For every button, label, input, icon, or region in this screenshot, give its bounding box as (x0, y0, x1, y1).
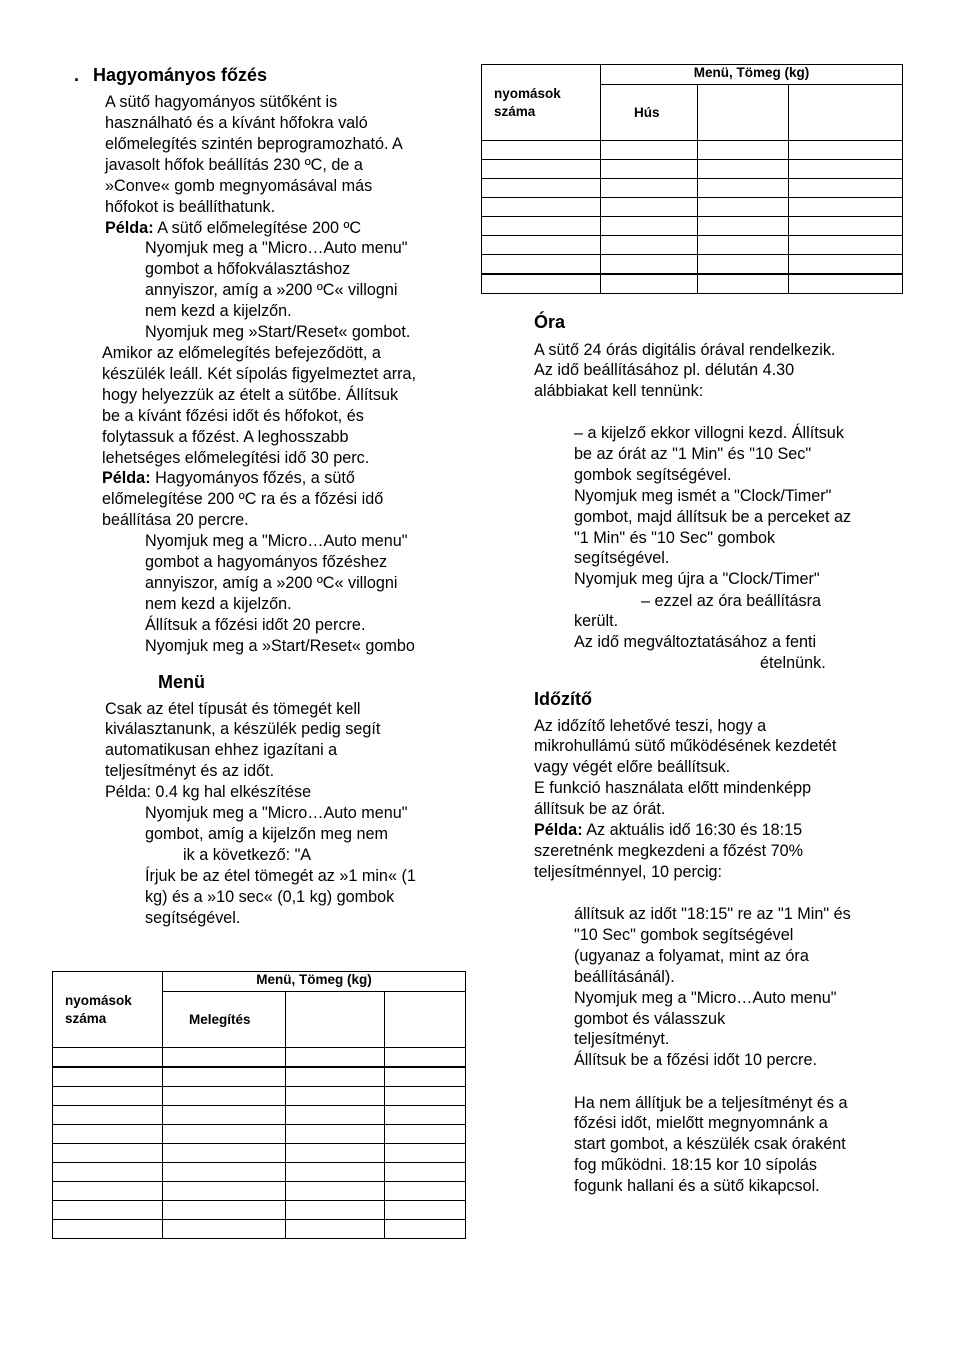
text-line: gombok segítségével. (574, 465, 732, 484)
text-line: teljesítményt. (574, 1030, 670, 1049)
table-cell (286, 1048, 385, 1068)
table-cell (789, 85, 903, 141)
table-row (482, 160, 903, 179)
text-line: A sütő hagyományos sütőként is (105, 93, 338, 111)
text-line: Nyomjuk meg a "Micro…Auto menu" (145, 239, 408, 258)
table-row (53, 1182, 466, 1201)
table-cell (286, 992, 385, 1048)
text-line: be az órát az "1 Min" és "10 Sec" (574, 444, 812, 463)
table-cell (163, 1087, 286, 1106)
text-line: került. (574, 612, 619, 631)
timer-example-first: Az aktuális idő 16:30 és 18:15 (582, 821, 803, 839)
table-cell (482, 198, 601, 217)
text-line: teljesítményt és az időt. (105, 762, 275, 781)
text-line: Az időzítő lehetővé teszi, hogy a (534, 716, 767, 735)
table-cell (698, 217, 789, 236)
table-cell (385, 1182, 466, 1201)
table-cell (53, 1067, 163, 1087)
table-cell (601, 236, 698, 255)
table-row (482, 274, 903, 294)
text-line: Csak az étel típusát és tömegét kell (105, 699, 361, 718)
text-line: Példa: 0.4 kg hal elkészítése (105, 783, 312, 802)
table-cell (286, 1125, 385, 1144)
heading-bullet: . (74, 65, 80, 85)
text-line: előmelegítés szintén beprogramozható. A (105, 134, 403, 153)
table-cell (789, 217, 903, 236)
table-cell (482, 179, 601, 198)
table-cell (601, 179, 698, 198)
text-line: főzési időt, mielőtt megnyomnánk a (574, 1114, 828, 1133)
press-count-header: nyomások száma (53, 972, 163, 1048)
example1-label: Példa: (105, 218, 154, 237)
table-row (53, 1220, 466, 1239)
text-line: Nyomjuk meg a "Micro…Auto menu" (574, 988, 837, 1007)
menu-heading: Menü (158, 672, 205, 692)
text-line: mikrohullámú sütő működésének kezdetét (534, 737, 837, 756)
timer-heading: Időzítő (534, 689, 592, 709)
category-hus: Hús (601, 85, 698, 141)
table-cell (789, 198, 903, 217)
table-cell (53, 1087, 163, 1106)
text-line: készülék leáll. Két sípolás figyelmeztet arra, (102, 364, 416, 383)
table-cell (385, 1201, 466, 1220)
table-cell (698, 274, 789, 294)
text-line: nem kezd a kijelzőn. (145, 594, 292, 613)
table-cell (482, 274, 601, 294)
table-cell (286, 1087, 385, 1106)
example2-first: Hagyományos főzés, a sütő (150, 469, 355, 488)
table-row (53, 1201, 466, 1220)
table-cell (385, 1144, 466, 1163)
text-line: (ugyanaz a folyamat, mint az óra (574, 946, 809, 965)
example1-line (105, 218, 361, 239)
text-line: gombot a hagyományos főzéshez (145, 552, 388, 571)
example1-text: A sütő előmelegítése 200 ºC (153, 218, 362, 237)
text-line: vagy végét előre beállítsuk. (534, 758, 731, 777)
table-cell (385, 1067, 466, 1087)
text-line: Nyomjuk meg a "Micro…Auto menu" (145, 804, 408, 822)
table-cell (385, 992, 466, 1048)
table-cell (286, 1163, 385, 1182)
table-cell (53, 1048, 163, 1068)
text-line: Nyomjuk meg ismét a "Clock/Timer" (574, 486, 832, 505)
table-row (53, 1067, 466, 1087)
text-line: Állítsuk a főzési időt 20 percre. (145, 615, 366, 634)
table-cell (789, 179, 903, 198)
table-row (53, 1106, 466, 1125)
text-line: hogy helyezzük az ételt a sütőbe. Állítsuk (102, 385, 399, 404)
table-cell (698, 179, 789, 198)
text-line: javasolt hőfok beállítás 230 ºC, de a (105, 155, 363, 174)
clock-heading: Óra (534, 312, 566, 332)
text-line: start gombot, a készülék csak óraként (574, 1135, 846, 1154)
table-cell (286, 1067, 385, 1087)
menu-weight-table-right (481, 64, 903, 294)
table-row (482, 179, 903, 198)
text-line: kg) és a »10 sec« (0,1 kg) gombok (145, 887, 395, 906)
text-line: gombot, majd állítsuk be a perceket az (574, 507, 852, 526)
table-row (482, 198, 903, 217)
table-row (482, 217, 903, 236)
table-cell (482, 217, 601, 236)
text-line: be a kívánt főzési időt és hőfokot, és (102, 406, 364, 425)
table-body (482, 141, 903, 294)
table-row (482, 255, 903, 275)
text-line: Nyomjuk meg újra a "Clock/Timer" (574, 570, 820, 589)
text-line: "1 Min" és "10 Sec" gombok (574, 528, 776, 547)
text-line: szeretnénk megkezdeni a főzést 70% (534, 842, 804, 860)
clock-step-indented: – ezzel az óra beállításra (641, 591, 821, 610)
text-line: Ha nem állítjuk be a teljesítményt és a (574, 1093, 848, 1112)
text-line: beállítása 20 percre. (102, 511, 249, 530)
text-line: Nyomjuk meg a »Start/Reset« gombo (145, 636, 415, 655)
timer-example-line (534, 820, 802, 841)
table-cell (53, 1144, 163, 1163)
text-line: segítségével. (145, 908, 241, 927)
table-cell (698, 160, 789, 179)
text-line: kiválasztanunk, a készülék pedig segít (105, 720, 381, 739)
table-row (53, 1144, 466, 1163)
table-cell (698, 141, 789, 160)
table-cell (698, 255, 789, 275)
table-cell (286, 1182, 385, 1201)
table-body (53, 1048, 466, 1239)
table-cell (385, 1220, 466, 1239)
menu-weight-header: Menü, Tömeg (kg) (601, 65, 903, 85)
table-cell (698, 198, 789, 217)
text-line: hőfokot is beállíthatunk. (105, 197, 276, 216)
table-row (482, 236, 903, 255)
example2-line (102, 468, 355, 489)
table-cell (163, 1106, 286, 1125)
table-cell (789, 255, 903, 275)
example2-label: Példa: (102, 469, 151, 488)
text-line: A sütő 24 órás digitális órával rendelkezik. (534, 340, 836, 359)
text-line: Állítsuk be a főzési időt 10 percre. (574, 1051, 817, 1070)
table-cell (482, 236, 601, 255)
text-line: – a kijelző ekkor villogni kezd. Állítsuk (574, 424, 844, 442)
table-cell (163, 1144, 286, 1163)
heading-hagyomanyos-fozes: Hagyományos főzés (93, 65, 268, 85)
table-cell (286, 1201, 385, 1220)
table-cell (286, 1106, 385, 1125)
text-line: Írjuk be az étel tömegét az »1 min« (1 (145, 867, 416, 885)
text-line: használható és a kívánt hőfokra való (105, 113, 368, 132)
text-line: »Conve« gomb megnyomásával más (105, 176, 373, 195)
text-line: gombot és válasszuk (574, 1009, 726, 1028)
table-cell (385, 1125, 466, 1144)
table-cell (53, 1201, 163, 1220)
text-line: nem kezd a kijelzőn. (145, 302, 292, 321)
table-cell (698, 85, 789, 141)
table-cell (482, 255, 601, 275)
press-count-header: nyomások száma (482, 65, 601, 141)
text-line: állítsuk be az órát. (534, 800, 666, 819)
text-line: annyiszor, amíg a »200 ºC« villogni (145, 281, 398, 300)
table-row (53, 1125, 466, 1144)
table-cell (789, 141, 903, 160)
table-cell (163, 1201, 286, 1220)
text-line: lehetséges előmelegítési idő 30 perc. (102, 448, 370, 467)
text-line: E funkció használata előtt mindenképp (534, 779, 812, 798)
text-line: annyiszor, amíg a »200 ºC« villogni (145, 573, 398, 592)
text-line: gombot a hőfokválasztáshoz (145, 260, 351, 279)
menu-weight-header: Menü, Tömeg (kg) (163, 972, 466, 992)
table-cell (601, 141, 698, 160)
table-cell (601, 255, 698, 275)
text-line: Amikor az előmelegítés befejeződött, a (102, 344, 381, 362)
table-cell (385, 1106, 466, 1125)
table-cell (601, 160, 698, 179)
table-row (53, 1163, 466, 1182)
text-line: folytassuk a főzést. A leghosszabb (102, 427, 349, 446)
table-cell (385, 1163, 466, 1182)
table-cell (53, 1163, 163, 1182)
table-cell (482, 141, 601, 160)
table-cell (385, 1048, 466, 1068)
table-cell (53, 1220, 163, 1239)
table-cell (163, 1182, 286, 1201)
text-line: Az idő beállításához pl. délután 4.30 (534, 361, 795, 380)
table-cell (163, 1048, 286, 1068)
table-row (482, 141, 903, 160)
text-line: teljesítménnyel, 10 percig: (534, 862, 723, 881)
text-line: alábbiakat kell tennünk: (534, 382, 704, 401)
text-line: Nyomjuk meg »Start/Reset« gombot. (145, 322, 411, 341)
table-cell (53, 1125, 163, 1144)
table-cell (789, 274, 903, 294)
table-cell (286, 1220, 385, 1239)
table-cell (482, 160, 601, 179)
table-cell (163, 1125, 286, 1144)
text-line: beállításánál). (574, 967, 675, 986)
text-line: segítségével. (574, 549, 670, 568)
table-cell (601, 198, 698, 217)
table-cell (286, 1144, 385, 1163)
table-cell (601, 274, 698, 294)
clock-step-far: ételnünk. (760, 654, 826, 673)
table-cell (698, 236, 789, 255)
table-cell (53, 1182, 163, 1201)
menu-weight-table-left (52, 971, 466, 1239)
table-cell (789, 160, 903, 179)
menu-step-indented: ik a következő: "A (183, 846, 312, 864)
table-cell (601, 217, 698, 236)
table-cell (385, 1087, 466, 1106)
text-line: gombot, amíg a kijelzőn meg nem (145, 824, 388, 843)
table-cell (163, 1163, 286, 1182)
table-cell (789, 236, 903, 255)
text-line: fog működni. 18:15 kor 10 sípolás (574, 1156, 817, 1175)
timer-example-label: Példa: (534, 821, 583, 839)
text-line: állítsuk az időt "18:15" re az "1 Min" és (574, 905, 851, 923)
text-line: "10 Sec" gombok segítségével (574, 925, 794, 944)
text-line: Az idő megváltoztatásához a fenti (574, 633, 817, 652)
table-cell (163, 1220, 286, 1239)
text-line: fogunk hallani és a sütő kikapcsol. (574, 1177, 820, 1196)
table-cell (163, 1067, 286, 1087)
category-melegites: Melegítés (163, 992, 286, 1048)
text-line: Nyomjuk meg a "Micro…Auto menu" (145, 532, 408, 550)
table-row (53, 1087, 466, 1106)
text-line: előmelegítése 200 ºC ra és a főzési idő (102, 490, 384, 509)
table-cell (53, 1106, 163, 1125)
text-line: automatikusan ehhez igazítani a (105, 741, 338, 760)
table-row (53, 1048, 466, 1068)
